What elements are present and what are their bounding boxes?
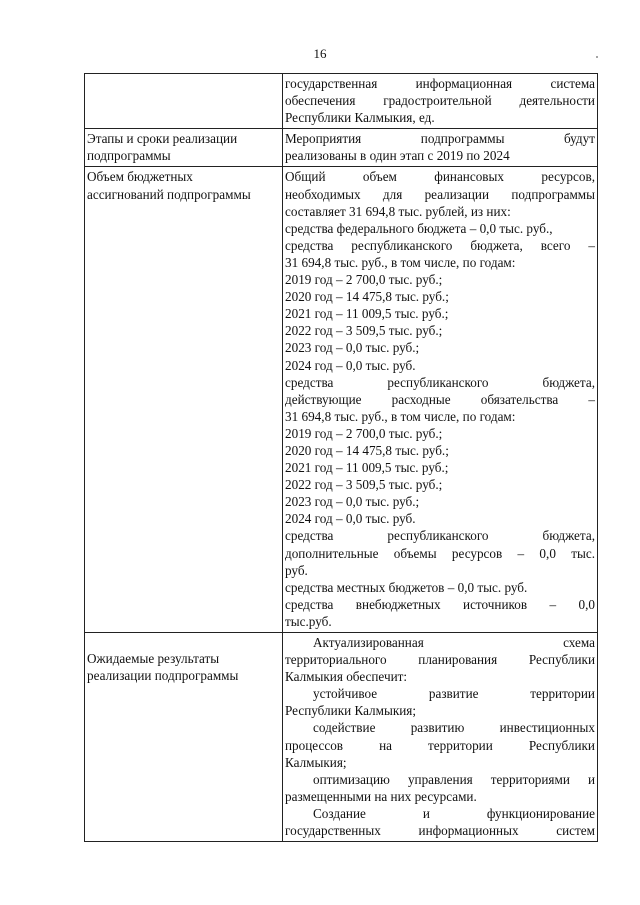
table-row [85, 129, 598, 167]
content-line: средства республиканского бюджета, [285, 528, 595, 544]
content-line: 2023 год – 0,0 тыс. руб.; [285, 340, 420, 356]
content-line: 2024 год – 0,0 тыс. руб. [285, 511, 416, 527]
content-line: Актуализированная схема [313, 635, 595, 650]
content-line: Калмыкия обеспечит: [285, 669, 408, 685]
content-line: 2021 год – 11 009,5 тыс. руб.; [285, 460, 449, 476]
content-line: содействие развитию инвестиционных [313, 720, 595, 736]
content-line: тыс.руб. [285, 613, 332, 629]
content-line: 2021 год – 11 009,5 тыс. руб.; [285, 306, 449, 322]
content-line: 2020 год – 14 475,8 тыс. руб.; [285, 442, 449, 458]
content-line: Республики Калмыкия, ед. [285, 110, 435, 126]
subprogram-passport-table [84, 73, 598, 842]
content-line: дополнительные объемы ресурсов – 0,0 тыс. [285, 545, 595, 561]
row-content-cell [283, 167, 598, 633]
content-line: 2019 год – 2 700,0 тыс. руб.; [285, 425, 443, 441]
content-line: процессов на территории Республики [285, 737, 595, 753]
content-line: размещенными на них ресурсами. [285, 788, 477, 804]
row-content-cell [283, 129, 598, 167]
table-row [85, 167, 598, 633]
content-line: 31 694,8 тыс. руб., в том числе, по годам: [285, 254, 516, 270]
content-line: средства федерального бюджета – 0,0 тыс. руб., [285, 220, 553, 236]
row-content-cell [283, 74, 598, 129]
row-content-cell [283, 633, 598, 842]
content-line: составляет 31 694,8 тыс. рублей, из них: [285, 203, 511, 219]
content-line: Калмыкия; [285, 754, 347, 770]
content-line: устойчивое развитие территории [313, 686, 595, 702]
row-label-line: реализации подпрограммы [87, 668, 239, 684]
table-row [85, 633, 598, 842]
content-line: Республики Калмыкия; [285, 703, 417, 719]
content-line: 2022 год – 3 509,5 тыс. руб.; [285, 477, 443, 493]
content-line: обеспечения градостроительной деятельности [285, 93, 595, 109]
row-label-line: подпрограммы [87, 148, 171, 164]
content-line: 2022 год – 3 509,5 тыс. руб.; [285, 323, 443, 339]
content-line: средства внебюджетных источников – 0,0 [285, 596, 595, 612]
content-line: Создание и функционирование [313, 805, 595, 821]
table-row [85, 74, 598, 129]
content-line: средства местных бюджетов – 0,0 тыс. руб. [285, 579, 528, 595]
content-line: 31 694,8 тыс. руб., в том числе, по годам: [285, 408, 516, 424]
content-line: 2019 год – 2 700,0 тыс. руб.; [285, 272, 443, 288]
row-label-line: Объем бюджетных [87, 169, 193, 185]
row-label-line: Этапы и сроки реализации [87, 131, 238, 147]
content-line: Мероприятия подпрограммы будут [285, 131, 595, 147]
content-line: государственная информационная система [285, 76, 595, 91]
content-line: государственных информационных систем [285, 823, 595, 839]
content-line: 2024 год – 0,0 тыс. руб. [285, 357, 416, 373]
content-line: средства республиканского бюджета, всего – [285, 237, 595, 253]
content-line: руб. [285, 562, 308, 578]
content-line: действующие расходные обязательства – [285, 391, 595, 407]
row-label-cell [85, 74, 283, 129]
content-line: необходимых для реализации подпрограммы [285, 186, 595, 202]
content-line: 2023 год – 0,0 тыс. руб.; [285, 494, 420, 510]
content-line: 2020 год – 14 475,8 тыс. руб.; [285, 289, 449, 305]
content-line: Общий объем финансовых ресурсов, [285, 169, 595, 185]
row-label-line: ассигнований подпрограммы [87, 186, 251, 202]
row-label-line: Ожидаемые результаты [87, 651, 220, 666]
content-line: оптимизацию управления территориями и [313, 771, 595, 787]
row-label-cell [85, 129, 283, 167]
content-line: реализованы в один этап с 2019 по 2024 [285, 148, 510, 164]
content-line: средства республиканского бюджета, [285, 374, 595, 390]
content-line: территориального планирования Республики [285, 652, 595, 668]
row-label-cell [85, 633, 283, 842]
row-label-cell [85, 167, 283, 633]
scan-speck [596, 56, 598, 58]
page-number: 16 [313, 46, 327, 61]
